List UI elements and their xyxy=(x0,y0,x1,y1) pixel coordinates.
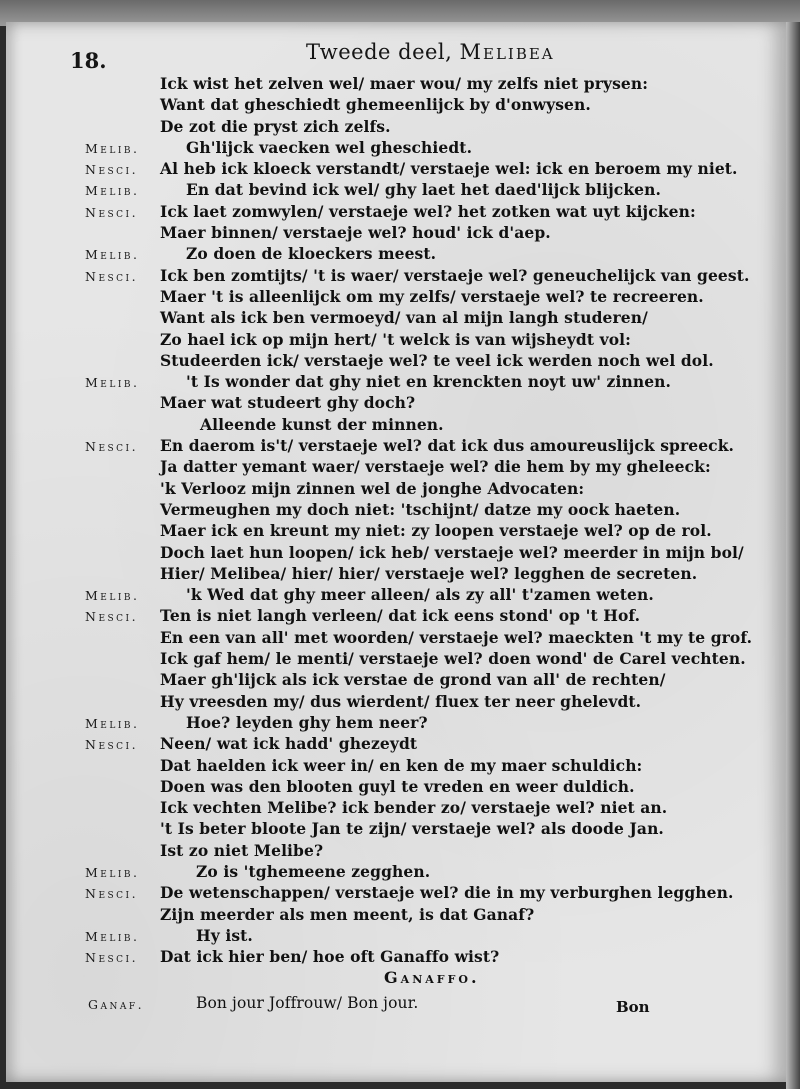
dialogue-line xyxy=(0,180,800,201)
speaker-label: Nesci. xyxy=(85,268,139,284)
verse-text: Doen was den blooten guyl te vreden en weer duldich. xyxy=(160,776,635,796)
dialogue-line xyxy=(0,777,800,798)
verse-text: Dat ick hier ben/ hoe oft Ganaffo wist? xyxy=(160,947,500,967)
verse-text: Dat haelden ick weer in/ en ken de my maer schuldich: xyxy=(160,755,643,775)
speaker-label: Nesci. xyxy=(85,886,139,902)
running-title xyxy=(306,40,555,64)
verse-text: Alleende kunst der minnen. xyxy=(200,414,444,434)
speaker-label: Nesci. xyxy=(85,609,139,625)
dialogue-line xyxy=(0,713,800,734)
dialogue-line xyxy=(0,308,800,329)
verse-text: Maer ick en kreunt my niet: zy loopen verstaeje wel? op de rol. xyxy=(160,521,712,541)
dialogue-line xyxy=(0,543,800,564)
speaker-label: Ganaf. xyxy=(88,997,145,1013)
speaker-label: Melib. xyxy=(85,864,140,880)
dialogue-line xyxy=(0,415,800,436)
verse-text: Ten is niet langh verleen/ dat ick eens stond' op 't Hof. xyxy=(160,606,641,626)
dialogue-line xyxy=(0,564,800,585)
scene-heading: Ganaffo. xyxy=(384,968,480,988)
dialogue-line xyxy=(0,670,800,691)
verse-text: 't Is beter bloote Jan te zijn/ verstaeje wel? als doode Jan. xyxy=(160,819,664,839)
verse-text: Maer 't is alleenlijck om my zelfs/ verstaeje wel? te recreeren. xyxy=(160,286,704,306)
verse-text: Maer gh'lijck als ick verstae de grond van all' de rechten/ xyxy=(160,670,666,690)
dialogue-line xyxy=(0,649,800,670)
verse-text: En dat bevind ick wel/ ghy laet het daed'lijck blijcken. xyxy=(186,180,661,200)
verse-text: Zo hael ick op mijn hert/ 't welck is van wijsheydt vol: xyxy=(160,329,631,349)
dialogue-line xyxy=(0,138,800,159)
speaker-label: Melib. xyxy=(85,715,140,731)
verse-text: 'k Wed dat ghy meer alleen/ als zy all' t'zamen weten. xyxy=(186,585,654,605)
dialogue-line xyxy=(0,74,800,95)
verse-text: Ick laet zomwylen/ verstaeje wel? het zotken wat uyt kijcken: xyxy=(160,201,696,221)
verse-text: Ja datter yemant waer/ verstaeje wel? die hem by my gheleeck: xyxy=(160,457,711,477)
speaker-label: Melib. xyxy=(85,375,140,391)
dialogue-line xyxy=(0,883,800,904)
dialogue-line xyxy=(0,223,800,244)
dialogue-line xyxy=(0,841,800,862)
dialogue-text xyxy=(0,74,800,1016)
dialogue-line xyxy=(0,202,800,223)
speaker-label: Nesci. xyxy=(85,737,139,753)
dialogue-line xyxy=(0,436,800,457)
dialogue-line xyxy=(0,628,800,649)
verse-text: Studeerden ick/ verstaeje wel? te veel ick werden noch wel dol. xyxy=(160,350,714,370)
dialogue-line xyxy=(0,351,800,372)
dialogue-line xyxy=(0,926,800,947)
dialogue-line xyxy=(0,606,800,627)
dialogue-line xyxy=(0,692,800,713)
speaker-label: Melib. xyxy=(85,928,140,944)
verse-text: Ick gaf hem/ le menti/ verstaeje wel? doen wond' de Carel vechten. xyxy=(160,649,746,669)
verse-text: Maer wat studeert ghy doch? xyxy=(160,393,416,413)
verse-text: Maer binnen/ verstaeje wel? houd' ick d'aep. xyxy=(160,223,551,243)
verse-text: Doch laet hun loopen/ ick heb/ verstaeje wel? meerder in mijn bol/ xyxy=(160,542,744,562)
dialogue-line xyxy=(0,266,800,287)
dialogue-line xyxy=(0,947,800,968)
speaker-label: Nesci. xyxy=(85,950,139,966)
dialogue-line xyxy=(0,521,800,542)
dialogue-line xyxy=(0,500,800,521)
verse-text: En daerom is't/ verstaeje wel? dat ick dus amoureuslijck spreeck. xyxy=(160,436,735,456)
dialogue-line xyxy=(0,287,800,308)
verse-text: Ick wist het zelven wel/ maer wou/ my zelfs niet prysen: xyxy=(160,74,649,93)
speaker-label: Nesci. xyxy=(85,204,139,220)
running-title-main: Tweede deel, xyxy=(306,40,460,64)
dialogue-line xyxy=(0,994,800,1015)
dialogue-line xyxy=(0,819,800,840)
verse-text: Ist zo niet Melibe? xyxy=(160,840,324,860)
speaker-label: Melib. xyxy=(85,588,140,604)
verse-text: Vermeughen my doch niet: 'tschijnt/ datze my oock haeten. xyxy=(160,499,681,519)
verse-text: De wetenschappen/ verstaeje wel? die in my verburghen legghen. xyxy=(160,883,734,903)
verse-text: 'k Verlooz mijn zinnen wel de jonghe Advocaten: xyxy=(160,478,585,498)
verse-text: De zot die pryst zich zelfs. xyxy=(160,116,391,136)
speaker-label: Nesci. xyxy=(85,162,139,178)
verse-text: Zo doen de kloeckers meest. xyxy=(186,244,437,264)
verse-text: Bon jour Joffrouw/ Bon jour. xyxy=(196,994,419,1013)
dialogue-line xyxy=(0,862,800,883)
verse-text: Al heb ick kloeck verstandt/ verstaeje wel: ick en beroem my niet. xyxy=(160,159,738,179)
dialogue-line xyxy=(0,734,800,755)
verse-text: Zo is 'tghemeene zegghen. xyxy=(196,861,431,881)
catchword: Bon xyxy=(616,998,650,1016)
verse-text: Neen/ wat ick hadd' ghezeydt xyxy=(160,734,418,754)
verse-text: Ick vechten Melibe? ick bender zo/ verstaeje wel? niet an. xyxy=(160,798,668,818)
speaker-label: Melib. xyxy=(85,183,140,199)
dialogue-line xyxy=(0,393,800,414)
verse-text: Hier/ Melibea/ hier/ hier/ verstaeje wel? legghen de secreten. xyxy=(160,563,698,583)
dialogue-line xyxy=(0,585,800,606)
speaker-label: Melib. xyxy=(85,140,140,156)
speaker-label: Nesci. xyxy=(85,439,139,455)
dialogue-line xyxy=(0,479,800,500)
verse-text: Zijn meerder als men meent, is dat Ganaf? xyxy=(160,904,535,924)
dialogue-line xyxy=(0,372,800,393)
verse-text: Gh'lijck vaecken wel gheschiedt. xyxy=(186,137,473,157)
dialogue-line xyxy=(0,905,800,926)
dialogue-line xyxy=(0,756,800,777)
verse-text: Hy ist. xyxy=(196,925,253,945)
dialogue-line xyxy=(0,95,800,116)
verse-text: En een van all' met woorden/ verstaeje wel? maeckten 't my te grof. xyxy=(160,627,753,647)
dialogue-line xyxy=(0,798,800,819)
verse-text: Want als ick ben vermoeyd/ van al mijn langh studeren/ xyxy=(160,308,648,328)
verse-text: Hoe? leyden ghy hem neer? xyxy=(186,712,428,732)
dialogue-line xyxy=(0,244,800,265)
scene-heading-row xyxy=(0,968,800,994)
running-header xyxy=(0,38,800,72)
dialogue-line xyxy=(0,457,800,478)
dialogue-line xyxy=(0,117,800,138)
dialogue-line xyxy=(0,330,800,351)
page-number: 18. xyxy=(70,48,107,73)
verse-text: Want dat gheschiedt ghemeenlijck by d'onwysen. xyxy=(160,95,591,115)
verse-text: Hy vreesden my/ dus wierdent/ fluex ter neer ghelevdt. xyxy=(160,691,642,711)
running-title-name: Melibea xyxy=(459,40,555,64)
speaker-label: Melib. xyxy=(85,247,140,263)
verse-text: 't Is wonder dat ghy niet en krenckten noyt uw' zinnen. xyxy=(186,372,672,392)
dialogue-line xyxy=(0,159,800,180)
verse-text: Ick ben zomtijts/ 't is waer/ verstaeje wel? geneuchelijck van geest. xyxy=(160,265,750,285)
